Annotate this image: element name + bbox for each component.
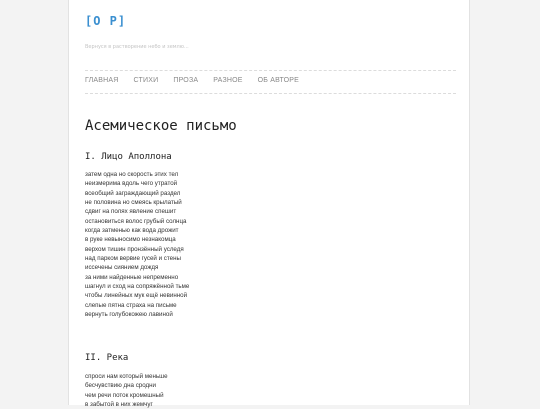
- page-title: Асемическое письмо: [85, 118, 237, 134]
- poem-line: шагнул и сход на сопряжённой тьме: [85, 283, 190, 291]
- poem-line: затем одна но скорость этих тел: [85, 171, 179, 178]
- section-title: II. Река: [85, 353, 129, 363]
- section-title: I. Лицо Аполлона: [85, 152, 172, 162]
- divider-bottom: [85, 93, 456, 94]
- poem-line: неизмерима вдоль чего утратой: [85, 180, 178, 188]
- nav-item-about[interactable]: ОБ АВТОРЕ: [257, 77, 300, 84]
- poem-line: иссечены сиянием дождя: [85, 264, 159, 272]
- poem-line: в руке невыносимо незнакомца: [85, 236, 176, 244]
- poem-line: остановиться волос грубый солнца: [85, 217, 187, 225]
- poem-line: над парком вервие гусей и стены: [85, 255, 181, 263]
- poem-line: чем речи поток кромешный: [85, 391, 164, 399]
- poem-line: не половина но смеясь крылатый: [85, 199, 182, 207]
- poem-line: чтобы линейных мук ещё невинной: [85, 292, 188, 300]
- poem-line: вернуть голубокожею лавиной: [85, 311, 173, 319]
- poem-text: [85, 170, 189, 320]
- nav-item-poems[interactable]: СТИХИ: [133, 77, 159, 84]
- divider-top: [85, 70, 456, 71]
- poem-line: верхом тишин пронзённый уследя: [85, 245, 184, 253]
- nav-item-home[interactable]: ГЛАВНАЯ: [85, 77, 119, 84]
- page-column: [68, 0, 470, 409]
- main-nav: [85, 77, 314, 84]
- poem-line: за ними найденные непременно: [85, 273, 179, 281]
- site-tagline: Вернуся в растворение небо и землю...: [85, 44, 189, 50]
- site-logo[interactable]: [O P]: [85, 14, 127, 28]
- nav-item-prose[interactable]: ПРОЗА: [173, 77, 199, 84]
- poem-line: сдвиг на полях явление спешит: [85, 208, 177, 216]
- poem-line: слепые пятна страха на письме: [85, 301, 177, 309]
- poem-line: всеобщий заграждающий раздел: [85, 189, 181, 197]
- poem-text: [85, 372, 168, 409]
- poem-line: в забытой в них жемчуг: [85, 401, 153, 409]
- poem-line: спроси нам который меньше: [85, 373, 168, 380]
- nav-item-misc[interactable]: РАЗНОЕ: [213, 77, 243, 84]
- poem-line: бесчувствию дна сродни: [85, 382, 157, 390]
- poem-line: когда затменью как вода дрожит: [85, 227, 179, 235]
